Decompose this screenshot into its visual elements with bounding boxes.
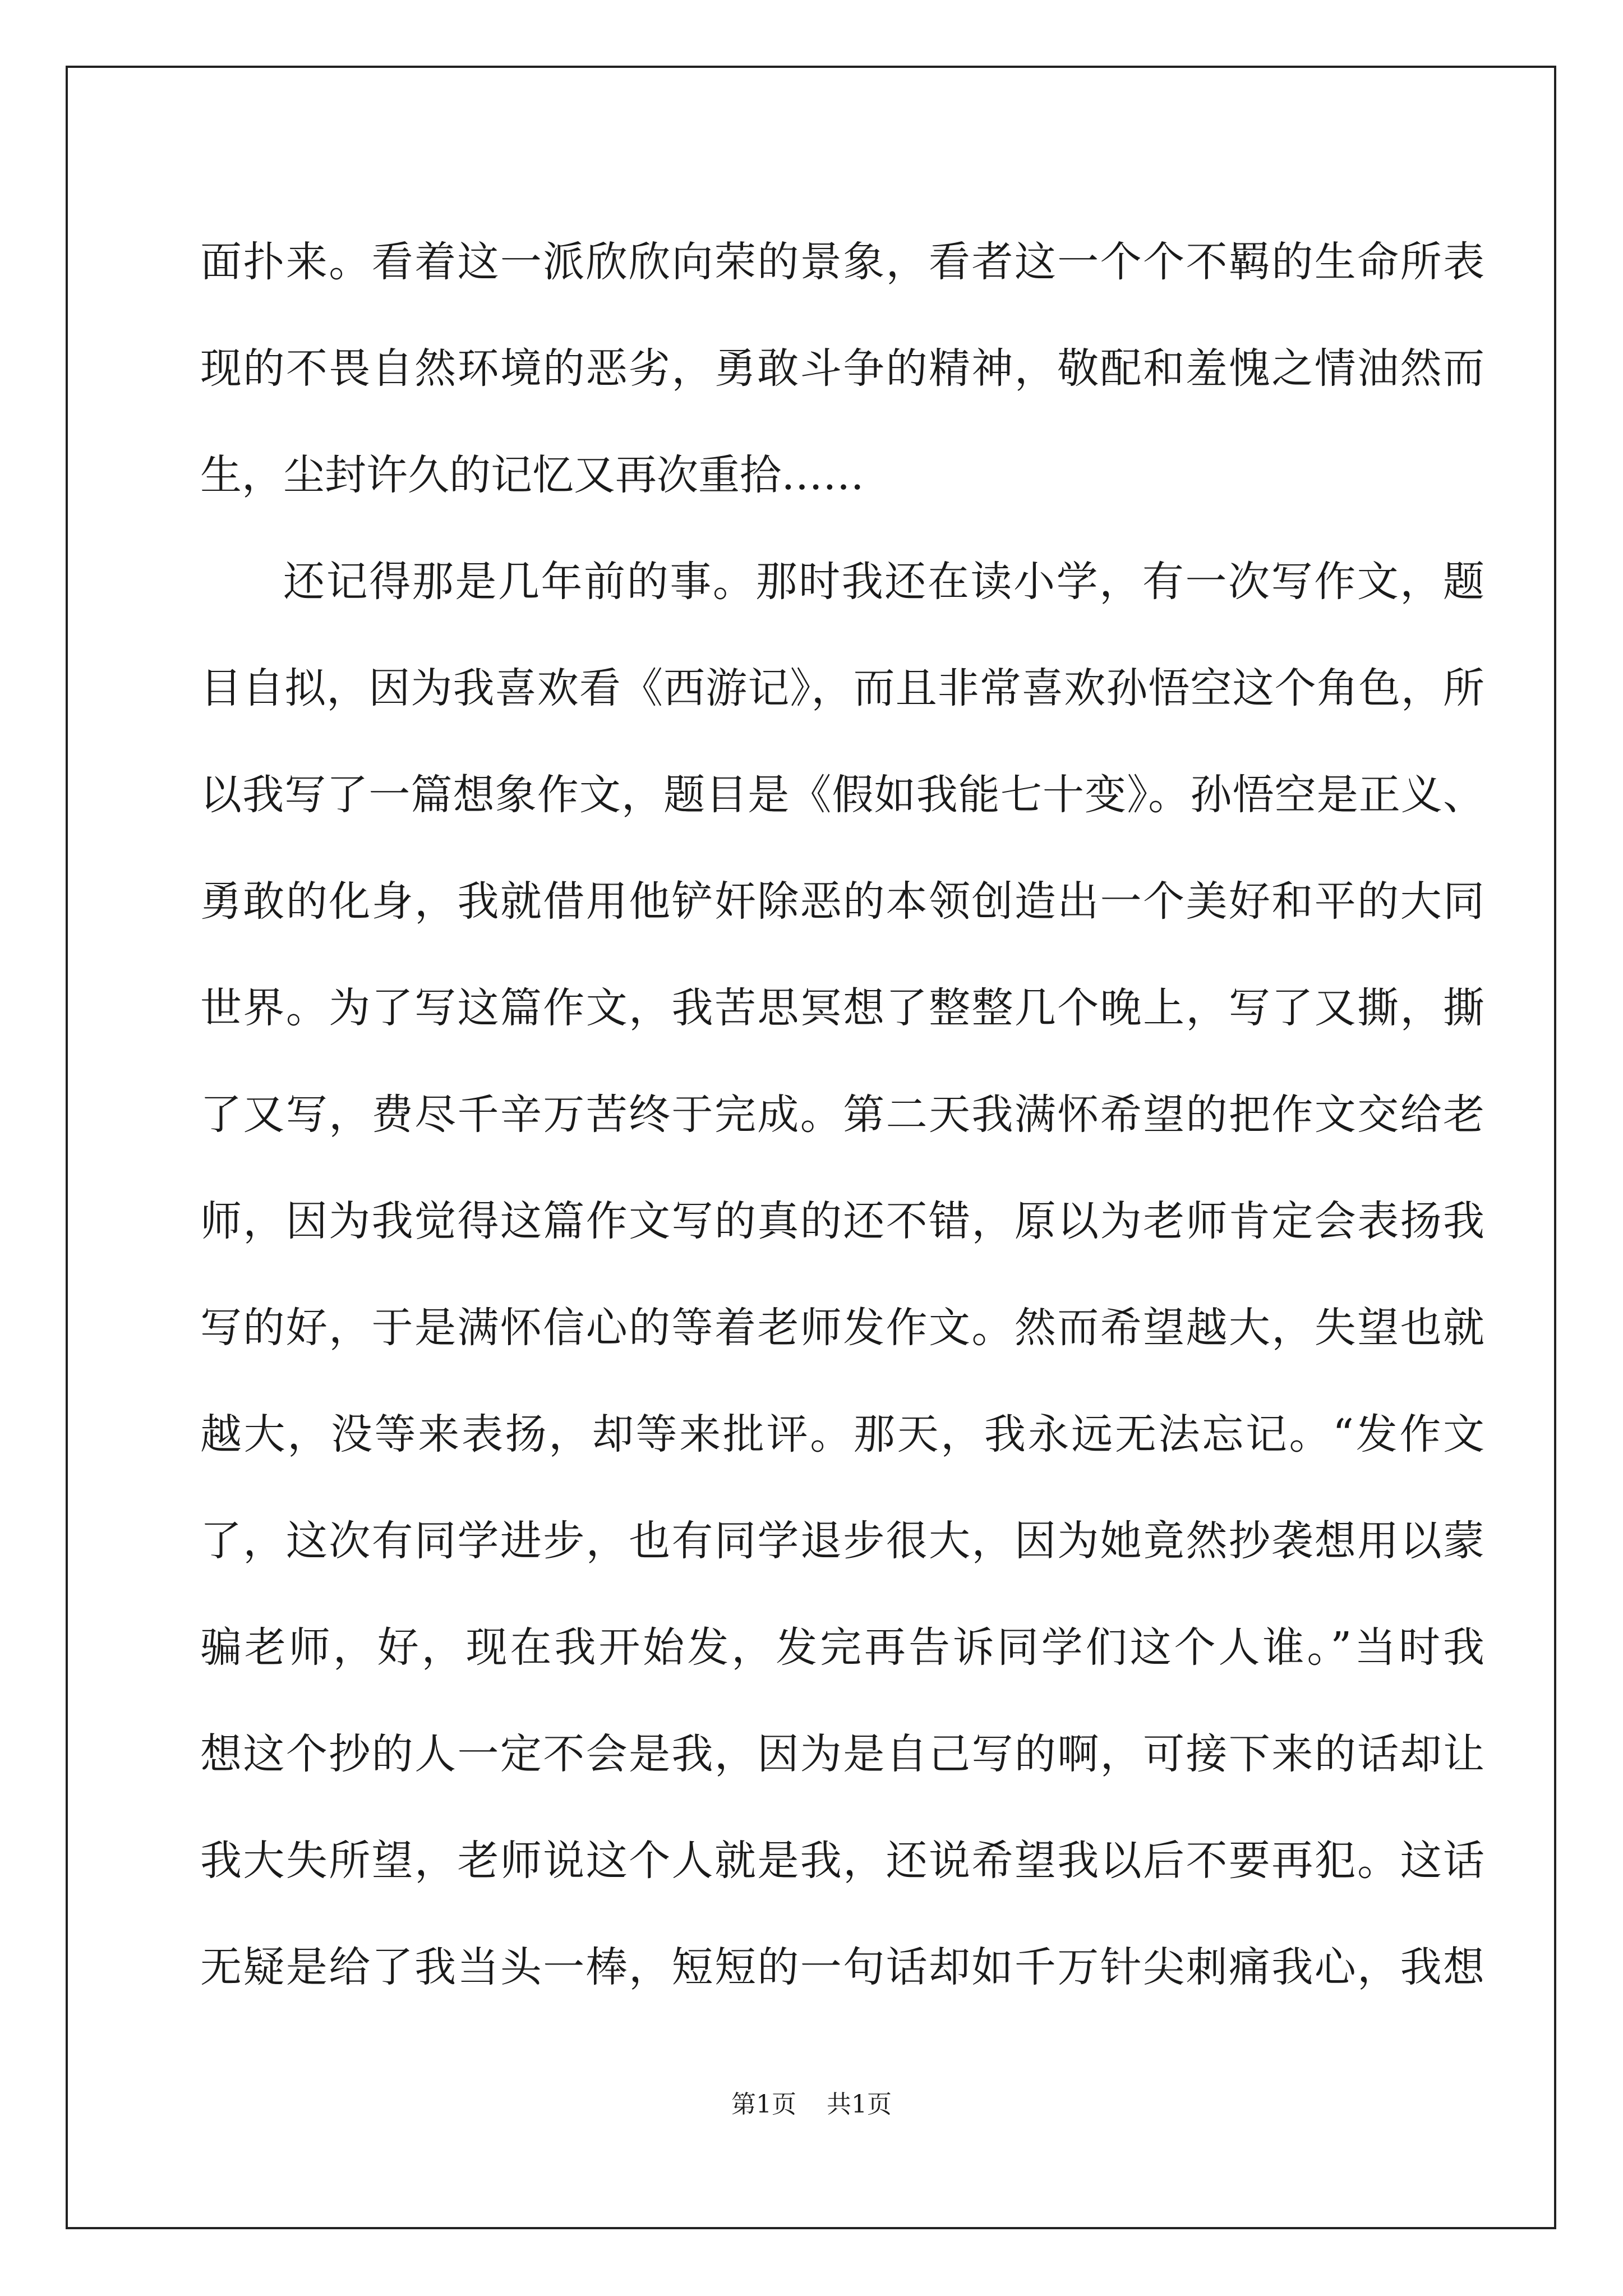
text-line: 越大，没等来表扬，却等来批评。那天，我永远无法忘记。“发作文 (200, 1410, 1484, 1458)
text-line: 世界。为了写这篇作文，我苦思冥想了整整几个晚上，写了又撕，撕 (200, 984, 1484, 1032)
text-line: 目自拟，因为我喜欢看《西游记》，而且非常喜欢孙悟空这个角色，所 (200, 664, 1484, 712)
text-line: 了又写，费尽千辛万苦终于完成。第二天我满怀希望的把作文交给老 (200, 1091, 1484, 1139)
text-line: 想这个抄的人一定不会是我，因为是自己写的啊，可接下来的话却让 (200, 1730, 1484, 1778)
text-line: 骗老师，好，现在我开始发，发完再告诉同学们这个人谁。”当时我 (200, 1623, 1484, 1672)
text-line: 面扑来。看着这一派欣欣向荣的景象，看者这一个个不羁的生命所表 (200, 238, 1484, 286)
text-line: 以我写了一篇想象作文，题目是《假如我能七十变》。孙悟空是正义、 (200, 771, 1484, 819)
text-line: 勇敢的化身，我就借用他铲奸除恶的本领创造出一个美好和平的大同 (200, 877, 1484, 926)
text-line: 生，尘封许久的记忆又再次重拾…… (200, 451, 864, 499)
body-text (200, 209, 1484, 2021)
text-line: 师，因为我觉得这篇作文写的真的还不错，原以为老师肯定会表扬我 (200, 1197, 1484, 1245)
text-line: 我大失所望，老师说这个人就是我，还说希望我以后不要再犯。这话 (200, 1837, 1484, 1885)
page-footer (0, 2088, 1623, 2122)
text-line-paragraph-start: 还记得那是几年前的事。那时我还在读小学，有一次写作文，题 (283, 558, 1484, 606)
page-total: 共1页 (827, 2090, 892, 2119)
text-line: 了，这次有同学进步，也有同学退步很大，因为她竟然抄袭想用以蒙 (200, 1517, 1484, 1565)
text-line: 无疑是给了我当头一棒，短短的一句话却如千万针尖刺痛我心，我想 (200, 1943, 1484, 1991)
text-line: 写的好，于是满怀信心的等着老师发作文。然而希望越大，失望也就 (200, 1304, 1484, 1352)
page-number: 第1页 (731, 2090, 796, 2119)
text-line: 现的不畏自然环境的恶劣，勇敢斗争的精神，敬配和羞愧之情油然而 (200, 344, 1484, 393)
